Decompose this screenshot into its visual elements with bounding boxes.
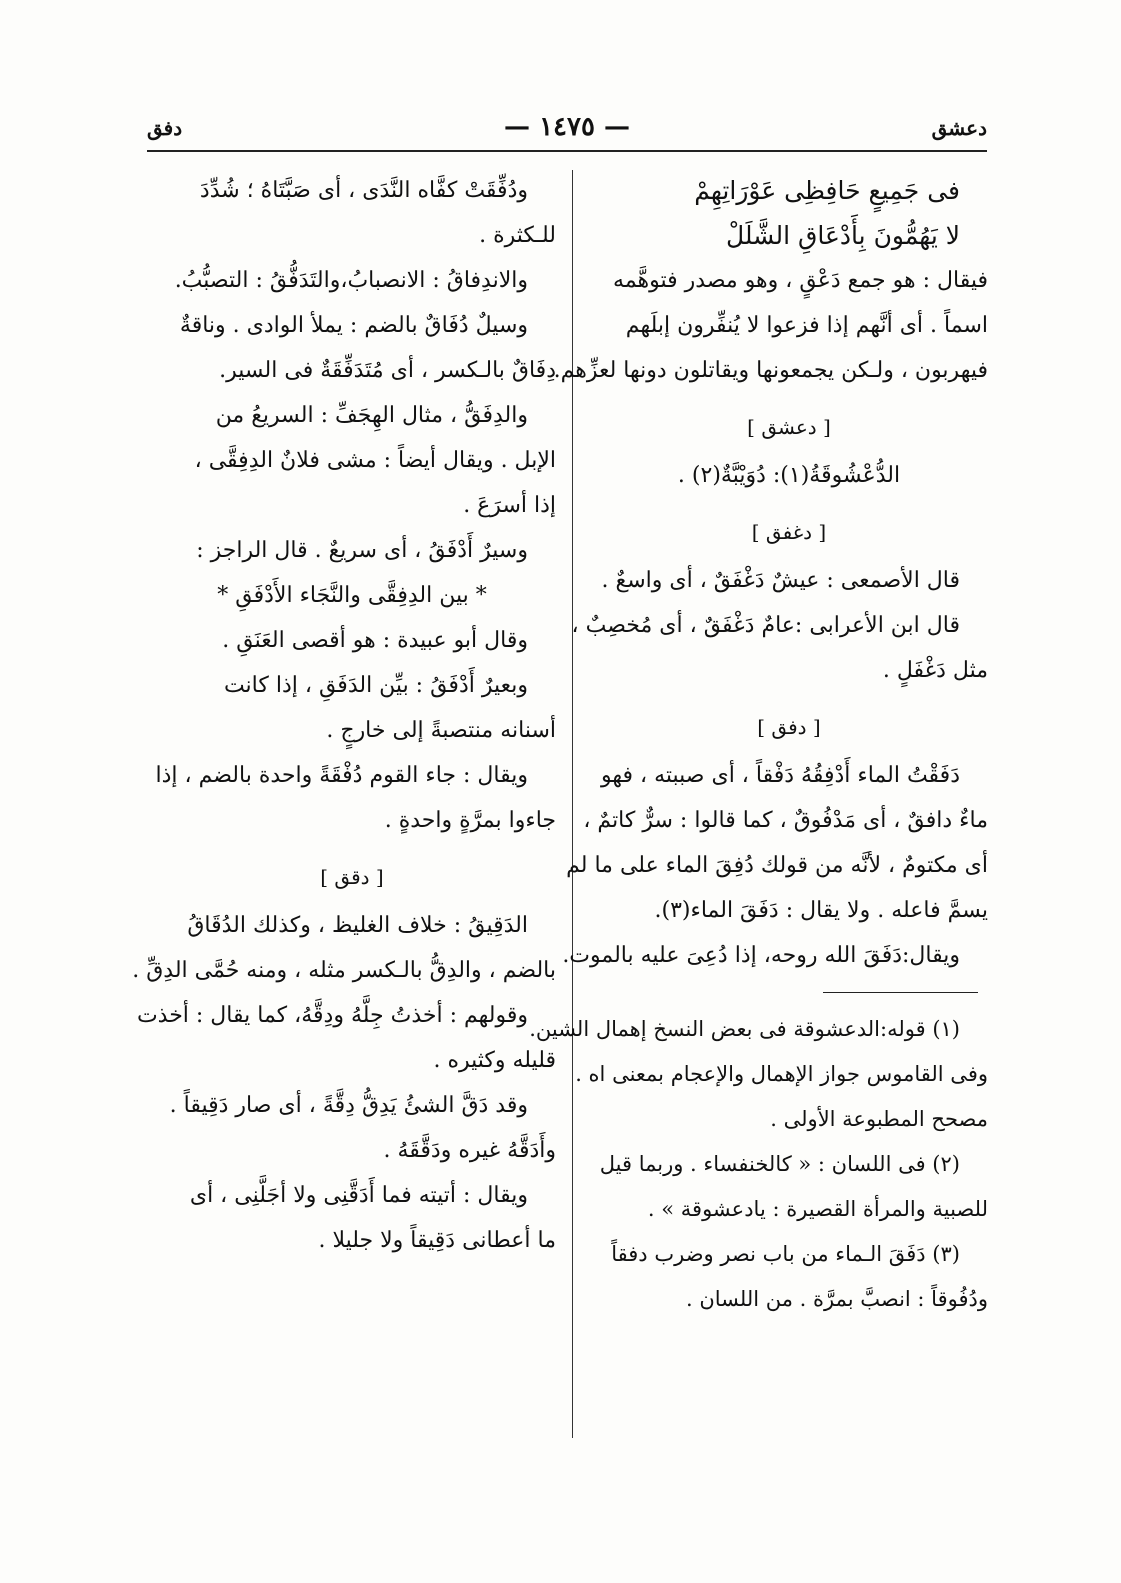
text-line: جاءوا بمرَّةٍ واحدةٍ . bbox=[384, 808, 556, 833]
text-line: والدِفَقُّ ، مثال الهِجَفِّ : السريعُ من bbox=[215, 403, 528, 428]
text-line: أسنانه منتصبةً إلى خارجٍ . bbox=[326, 718, 556, 743]
verse-line: * بين الدِفِقَّى والنَّجَاء الأَدْفَقِ * bbox=[217, 583, 487, 608]
text-line: وسيرٌ أَدْفَقُ ، أى سريعٌ . قال الراجز : bbox=[196, 538, 528, 563]
verse-line: لا يَهُمُّونَ بِأَدْعَاقِ الشَّلَلْ bbox=[725, 221, 960, 250]
footnote-line: للصبية والمرأة القصيرة : يادعشوقة » . bbox=[647, 1197, 988, 1221]
footnote-line: مصحح المطبوعة الأولى . bbox=[770, 1107, 988, 1131]
text-line: يسمَّ فاعله . ولا يقال : دَفَقَ الماء(٣). bbox=[654, 898, 988, 923]
text-line: وأَدَقَّهُ غيره ودَقَّقَهُ . bbox=[383, 1138, 556, 1163]
page-header bbox=[147, 112, 987, 152]
right-column bbox=[529, 168, 988, 1322]
text-line: ويقال : أتيته فما أَدَقَّنِى ولا أجَلَّنِى ، أى bbox=[189, 1183, 528, 1208]
text-line: قليله وكثيره . bbox=[433, 1048, 556, 1073]
text-line: الإبل . ويقال أيضاً : مشى فلانٌ الدِفِقَّى ، bbox=[194, 448, 556, 473]
text-line: إذا أسرَعَ . bbox=[463, 493, 556, 518]
footnote-line: ودُفُوقاً : انصبَّ بمرَّة . من اللسان . bbox=[685, 1287, 988, 1311]
header-left-keyword: دفق bbox=[147, 116, 183, 140]
text-line: فيهربون ، ولـكن يجمعونها ويقاتلون دونها لعزِّهم. bbox=[553, 358, 988, 383]
text-line: الدَقِيقُ : خلاف الغليظ ، وكذلك الدُقَاقُ bbox=[187, 913, 528, 938]
footnote-line: (٣) دَفَقَ الـماء من باب نصر وضرب دفقاً bbox=[611, 1242, 960, 1266]
text-line: فيقال : هو جمع دَعْقٍ ، وهو مصدر فتوهَّمه bbox=[613, 268, 988, 293]
text-line: وقد دَقَّ الشئُ يَدِقُّ دِقَّةً ، أى صار دَقِيقاً . bbox=[169, 1093, 528, 1118]
footnote-line: (٢) فى اللسان : « كالخنفساء . وربما قيل bbox=[599, 1152, 960, 1176]
entry-heading: [ دفق ] bbox=[757, 715, 821, 739]
text-line: وسيلٌ دُفَاقٌ بالضم : يملأ الوادى . وناقةٌ bbox=[179, 313, 528, 338]
text-line: ويقال : جاء القوم دُفْقَةً واحدة بالضم ، إذا bbox=[155, 763, 528, 788]
text-line: دِفَاقٌ بالـكسر ، أى مُتَدَفِّقَةٌ فى السير. bbox=[219, 358, 556, 383]
text-line: ويقال:دَفَقَ الله روحه، إذا دُعِىَ عليه بالموت. bbox=[562, 943, 960, 968]
text-line: وبعيرٌ أَدْفَقُ : بيِّن الدَفَقِ ، إذا كانت bbox=[223, 673, 528, 698]
text-line: قال الأصمعى : عيشٌ دَغْفَقٌ ، أى واسعٌ . bbox=[601, 568, 960, 593]
footnote-line: وفى القاموس جواز الإهمال والإعجام بمعنى اه . bbox=[575, 1062, 988, 1086]
text-line: وقولهم : أخذتُ جِلَّهُ ودِقَّهُ، كما يقال : أخذت bbox=[136, 1003, 528, 1028]
text-line: وقال أبو عبيدة : هو أقصى العَنَقِ . bbox=[222, 628, 528, 653]
page-number: — ١٤٧٥ — bbox=[504, 112, 630, 142]
text-line: ودُفِّقَتْ كفَّاه النَّدَى ، أى صَبَّتَاهُ ؛ شُدِّدَ bbox=[199, 178, 528, 203]
verse-line: فى جَمِيعٍ حَافِظِى عَوْرَاتِهِمْ bbox=[694, 176, 960, 205]
text-line: الدُّعْشُوقَةُ(١): دُوَيْبَّةٌ(٢) . bbox=[677, 463, 901, 488]
text-line: قال ابن الأعرابى :عامٌ دَغْفَقٌ ، أى مُخصِبٌ ، bbox=[571, 613, 960, 638]
footnotes bbox=[529, 1007, 988, 1322]
text-line: أى مكتومٌ ، لأنَّه من قولك دُفِقَ الماء على ما لم bbox=[566, 853, 988, 878]
text-line: ما أعطانى دَقِيقاً ولا جليلا . bbox=[318, 1228, 556, 1253]
footnote-line: (١) قوله:الدعشوقة فى بعض النسخ إهمال الشين. bbox=[529, 1017, 960, 1041]
text-line: للـكثرة . bbox=[479, 223, 556, 248]
text-line: بالضم ، والدِقُّ بالـكسر مثله ، ومنه حُمَّى الدِقِّ . bbox=[132, 958, 556, 983]
text-line: ماءٌ دافقٌ ، أى مَدْفُوقٌ ، كما قالوا : سرٌّ كاتمٌ ، bbox=[583, 808, 988, 833]
header-right-keyword: دعشق bbox=[931, 116, 987, 140]
text-line: والاندِفاقُ : الانصبابُ،والتَدَفُّقُ : التصبُّبُ. bbox=[174, 268, 528, 293]
entry-heading: [ دقق ] bbox=[320, 865, 384, 889]
entry-heading: [ دعشق ] bbox=[747, 415, 831, 439]
entry-heading: [ دغفق ] bbox=[751, 520, 827, 544]
text-line: اسماً . أى أنَّهم إذا فزعوا لا يُنفِّرون إبلَهم bbox=[625, 313, 988, 338]
text-line: مثل دَغْفَلٍ . bbox=[882, 658, 988, 683]
footnote-rule bbox=[823, 992, 978, 993]
text-line: دَفَقْتُ الماء أَدْفِقُهُ دَفْقاً ، أى صببته ، فهو bbox=[600, 763, 960, 788]
left-column bbox=[132, 168, 556, 1263]
